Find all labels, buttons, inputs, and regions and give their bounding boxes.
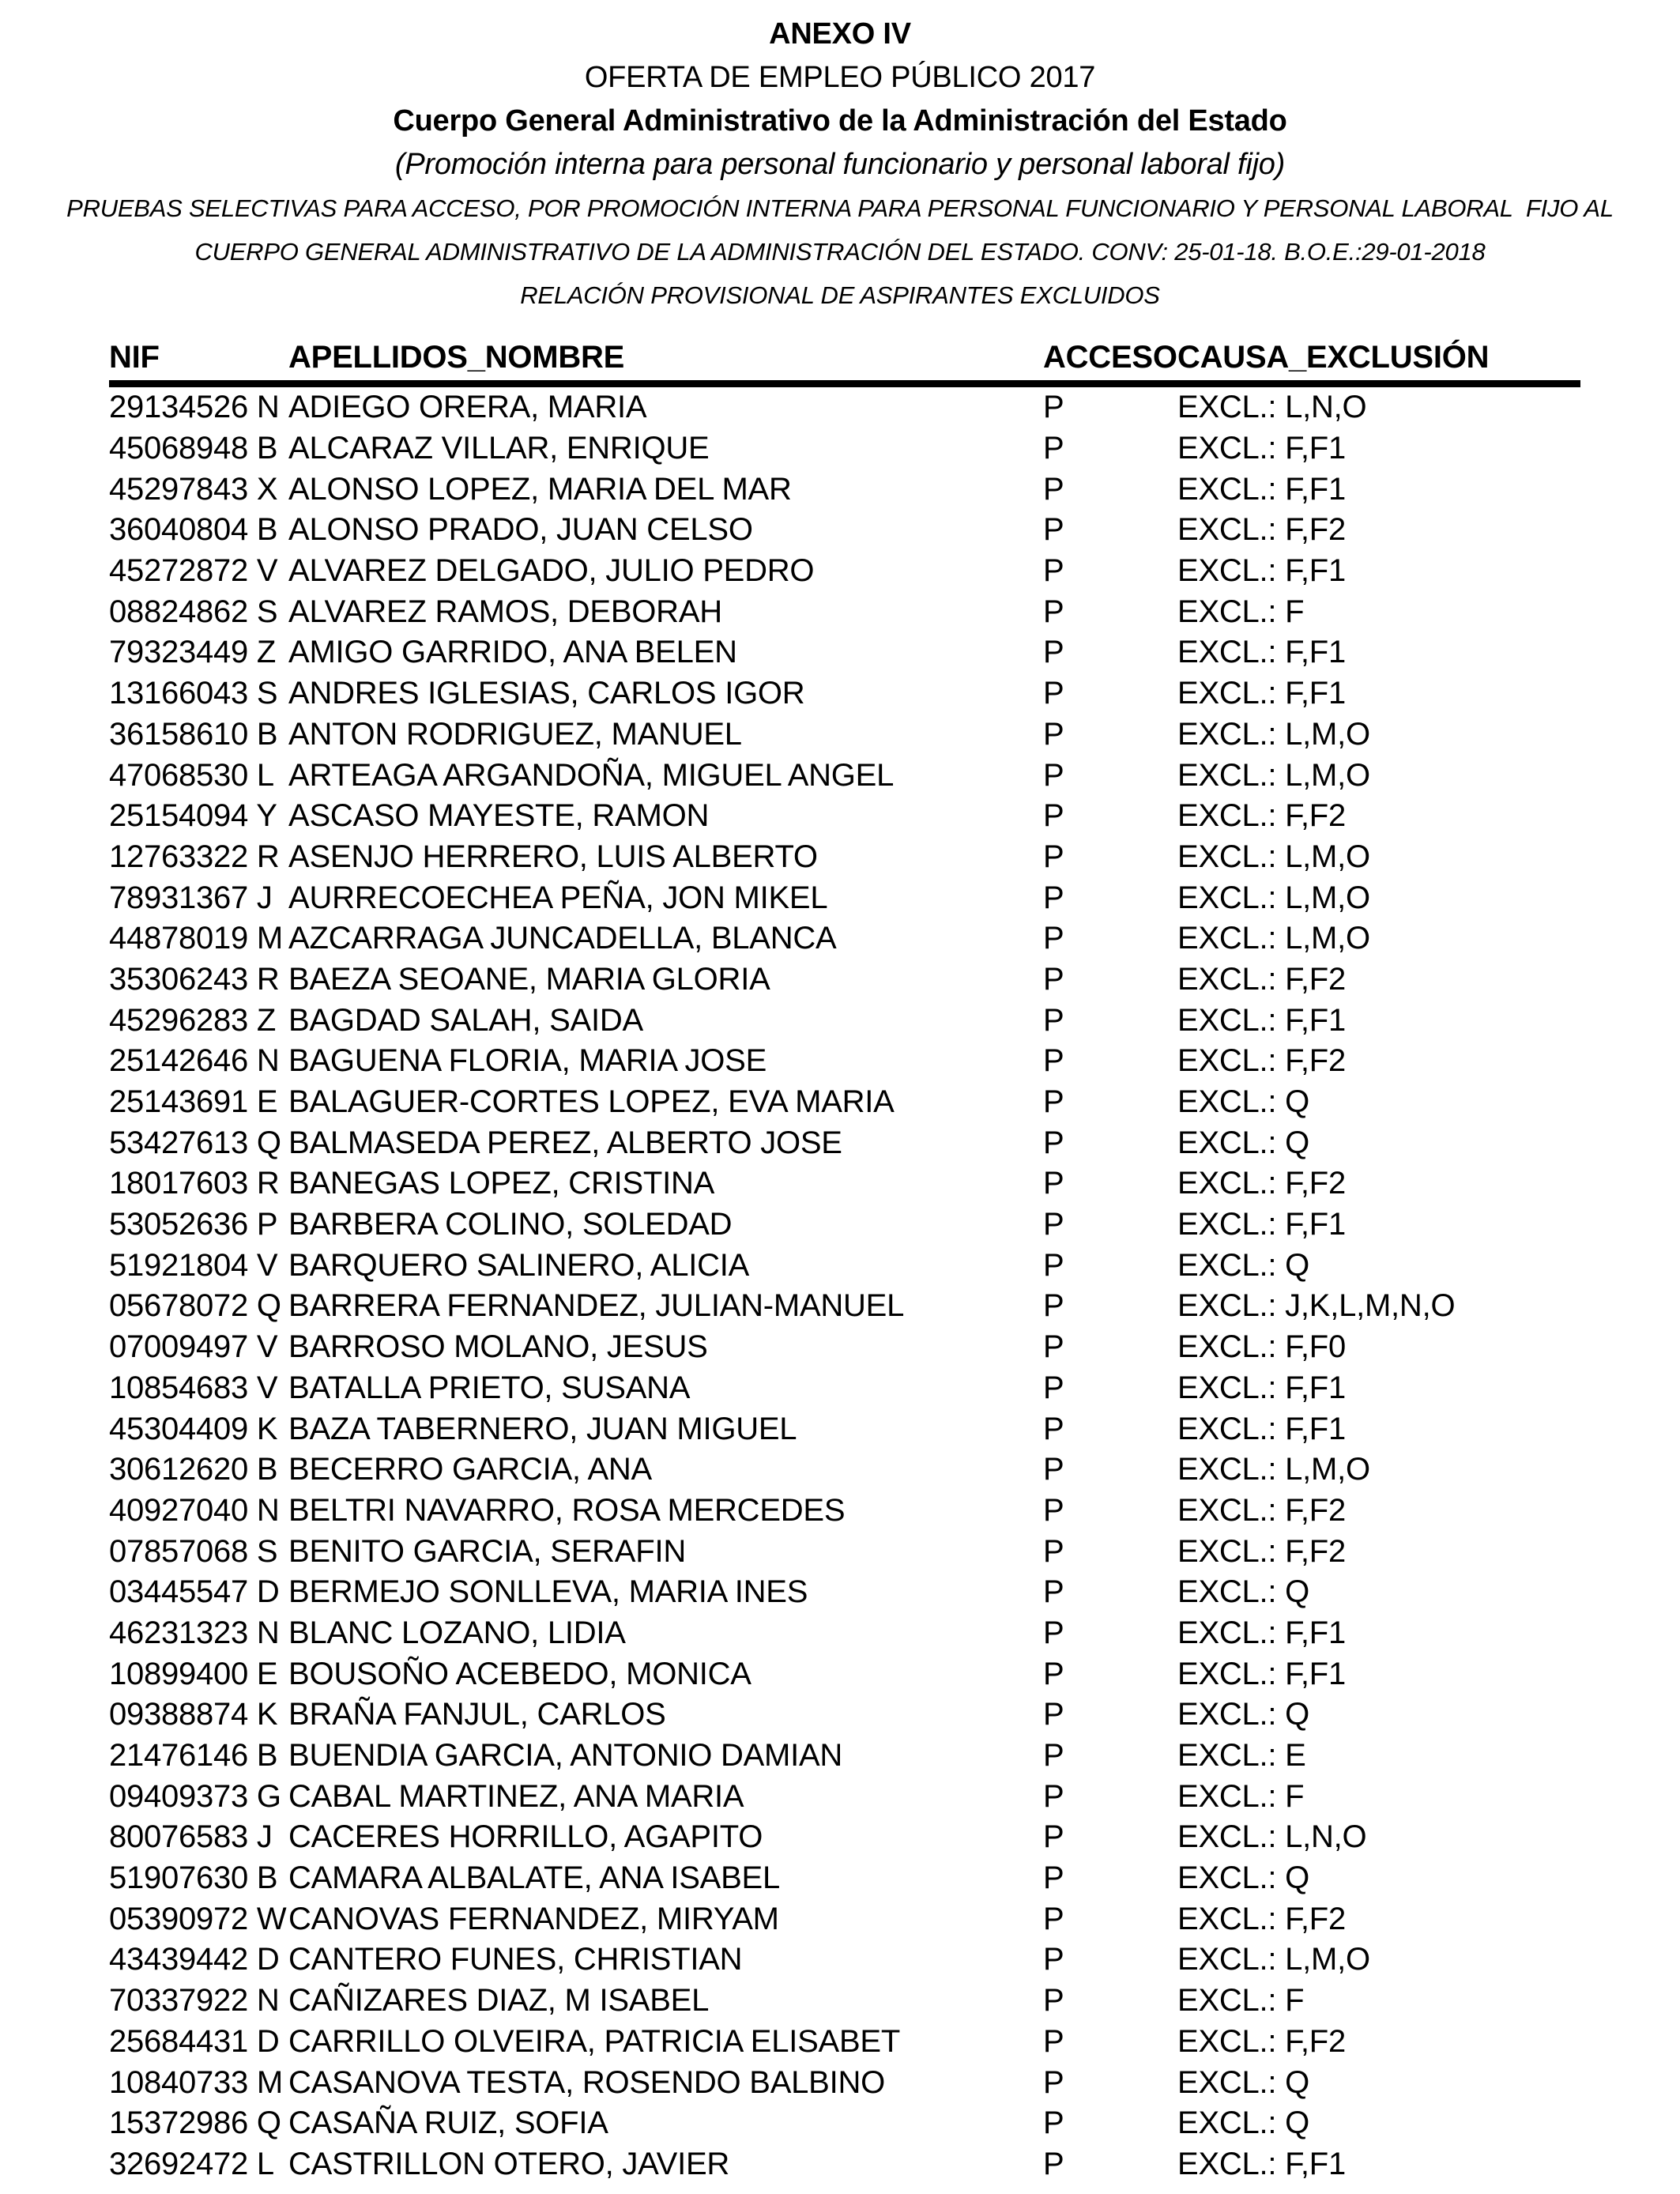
acceso-cell: P — [1043, 1247, 1064, 1283]
causa-cell: EXCL.: F,F1 — [1177, 431, 1346, 466]
causa-cell: EXCL.: F,F2 — [1177, 1043, 1346, 1079]
table-row — [109, 1981, 1580, 2022]
causa-cell: EXCL.: F,F1 — [1177, 635, 1346, 670]
causa-cell: EXCL.: F,F1 — [1177, 1370, 1346, 1405]
name-cell: ASCASO MAYESTE, RAMON — [288, 798, 710, 834]
nif-cell: 15372986 Q — [109, 2105, 281, 2141]
table-row — [109, 837, 1580, 878]
table-row — [109, 1368, 1580, 1409]
nif-cell: 53427613 Q — [109, 1125, 281, 1160]
nif-cell: 10899400 E — [109, 1656, 278, 1691]
nif-cell: 36158610 B — [109, 716, 278, 752]
table-row — [109, 1817, 1580, 1858]
causa-cell: EXCL.: F,F2 — [1177, 961, 1346, 997]
name-cell: CASTRILLON OTERO, JAVIER — [288, 2146, 730, 2181]
causa-cell: EXCL.: Q — [1177, 1125, 1310, 1160]
column-header-causa: CAUSA_EXCLUSIÓN — [1177, 334, 1580, 384]
nif-cell: 45068948 B — [109, 431, 278, 466]
causa-cell: EXCL.: F,F1 — [1177, 553, 1346, 589]
causa-cell: EXCL.: F,F1 — [1177, 1656, 1346, 1691]
causa-cell: EXCL.: F,F2 — [1177, 1901, 1346, 1936]
causa-cell: EXCL.: Q — [1177, 1860, 1310, 1896]
column-header-acceso: ACCESO — [1043, 334, 1177, 384]
causa-cell: EXCL.: F — [1177, 594, 1305, 629]
table-row — [109, 1245, 1580, 1286]
name-cell: BARBERA COLINO, SOLEDAD — [288, 1207, 733, 1242]
acceso-cell: P — [1043, 1411, 1064, 1446]
causa-cell: EXCL.: Q — [1177, 2105, 1310, 2141]
acceso-cell: P — [1043, 1697, 1064, 1732]
name-cell: BLANC LOZANO, LIDIA — [288, 1615, 626, 1650]
nif-cell: 05390972 W — [109, 1901, 287, 1936]
nif-cell: 10854683 V — [109, 1370, 278, 1405]
table-row — [109, 714, 1580, 756]
nif-cell: 09409373 G — [109, 1778, 281, 1814]
table-row — [109, 1613, 1580, 1654]
name-cell: AURRECOECHEA PEÑA, JON MIKEL — [288, 880, 828, 915]
name-cell: CASANOVA TESTA, ROSENDO BALBINO — [288, 2064, 885, 2100]
table-row — [109, 1163, 1580, 1204]
nif-cell: 25143691 E — [109, 1084, 278, 1120]
causa-cell: EXCL.: F,F1 — [1177, 1411, 1346, 1446]
acceso-cell: P — [1043, 635, 1064, 670]
nif-cell: 09388874 K — [109, 1697, 278, 1732]
causa-cell: EXCL.: F,F1 — [1177, 1615, 1346, 1650]
nif-cell: 35306243 R — [109, 961, 280, 997]
name-cell: BAGDAD SALAH, SAIDA — [288, 1002, 643, 1038]
nif-cell: 53052636 P — [109, 1207, 278, 1242]
nif-cell: 07857068 S — [109, 1533, 278, 1569]
acceso-cell: P — [1043, 1533, 1064, 1569]
causa-cell: EXCL.: L,M,O — [1177, 716, 1370, 752]
causa-cell: EXCL.: L,M,O — [1177, 757, 1370, 793]
causa-cell: EXCL.: F,F2 — [1177, 512, 1346, 548]
acceso-cell: P — [1043, 676, 1064, 711]
causa-cell: EXCL.: L,M,O — [1177, 880, 1370, 915]
table-row — [109, 551, 1580, 592]
table-row — [109, 2062, 1580, 2103]
table-row — [109, 1695, 1580, 1736]
nif-cell: 12763322 R — [109, 839, 280, 874]
acceso-cell: P — [1043, 961, 1064, 997]
acceso-cell: P — [1043, 390, 1064, 425]
name-cell: BAEZA SEOANE, MARIA GLORIA — [288, 961, 770, 997]
nif-cell: 30612620 B — [109, 1452, 278, 1487]
name-cell: BAZA TABERNERO, JUAN MIGUEL — [288, 1411, 797, 1446]
nif-cell: 45297843 X — [109, 471, 278, 507]
table-header-row — [109, 334, 1580, 384]
table-row — [109, 755, 1580, 796]
name-cell: ANDRES IGLESIAS, CARLOS IGOR — [288, 676, 805, 711]
name-cell: BERMEJO SONLLEVA, MARIA INES — [288, 1574, 808, 1610]
name-cell: BARROSO MOLANO, JESUS — [288, 1329, 708, 1365]
name-cell: ANTON RODRIGUEZ, MANUEL — [288, 716, 742, 752]
selection-notice-2: CUERPO GENERAL ADMINISTRATIVO DE LA ADMINISTRACIÓN DEL ESTADO. CONV: 25-01-18. B.O.E.:29-01-2018 — [194, 238, 1486, 266]
acceso-cell: P — [1043, 2105, 1064, 2141]
causa-cell: EXCL.: L,M,O — [1177, 839, 1370, 874]
nif-cell: 78931367 J — [109, 880, 273, 915]
acceso-cell: P — [1043, 1901, 1064, 1936]
name-cell: CABAL MARTINEZ, ANA MARIA — [288, 1778, 744, 1814]
acceso-cell: P — [1043, 471, 1064, 507]
acceso-cell: P — [1043, 880, 1064, 915]
name-cell: AMIGO GARRIDO, ANA BELEN — [288, 635, 737, 670]
nif-cell: 18017603 R — [109, 1166, 280, 1201]
table-row — [109, 632, 1580, 673]
nif-cell: 70337922 N — [109, 1983, 280, 2019]
annex-title: ANEXO IV — [769, 17, 911, 51]
causa-cell: EXCL.: F — [1177, 1778, 1305, 1814]
table-row — [109, 510, 1580, 551]
acceso-cell: P — [1043, 1125, 1064, 1160]
acceso-cell: P — [1043, 1329, 1064, 1365]
acceso-cell: P — [1043, 839, 1064, 874]
name-cell: CASAÑA RUIZ, SOFIA — [288, 2105, 608, 2141]
nif-cell: 25154094 Y — [109, 798, 277, 834]
nif-cell: 40927040 N — [109, 1492, 280, 1528]
table-row — [109, 469, 1580, 510]
name-cell: ALVAREZ RAMOS, DEBORAH — [288, 594, 722, 629]
table-row — [109, 2103, 1580, 2144]
nif-cell: 05678072 Q — [109, 1288, 281, 1324]
acceso-cell: P — [1043, 1084, 1064, 1120]
name-cell: BOUSOÑO ACEBEDO, MONICA — [288, 1656, 751, 1691]
provisional-list-title: RELACIÓN PROVISIONAL DE ASPIRANTES EXCLUIDOS — [520, 281, 1160, 309]
causa-cell: EXCL.: F,F2 — [1177, 1492, 1346, 1528]
acceso-cell: P — [1043, 1860, 1064, 1896]
nif-cell: 44878019 M — [109, 921, 284, 956]
nif-cell: 08824862 S — [109, 594, 278, 629]
name-cell: BECERRO GARCIA, ANA — [288, 1452, 652, 1487]
nif-cell: 51921804 V — [109, 1247, 278, 1283]
nif-cell: 43439442 D — [109, 1942, 280, 1977]
name-cell: CAMARA ALBALATE, ANA ISABEL — [288, 1860, 780, 1896]
name-cell: CAÑIZARES DIAZ, M ISABEL — [288, 1983, 710, 2019]
causa-cell: EXCL.: L,N,O — [1177, 1819, 1367, 1855]
table-row — [109, 1898, 1580, 1940]
column-header-name: APELLIDOS_NOMBRE — [288, 334, 1043, 384]
name-cell: BALMASEDA PEREZ, ALBERTO JOSE — [288, 1125, 842, 1160]
causa-cell: EXCL.: L,M,O — [1177, 1942, 1370, 1977]
nif-cell: 45296283 Z — [109, 1002, 277, 1038]
table-row — [109, 959, 1580, 1001]
name-cell: ADIEGO ORERA, MARIA — [288, 390, 647, 425]
table-row — [109, 1204, 1580, 1246]
nif-cell: 80076583 J — [109, 1819, 273, 1855]
acceso-cell: P — [1043, 1778, 1064, 1814]
name-cell: BRAÑA FANJUL, CARLOS — [288, 1697, 666, 1732]
causa-cell: EXCL.: F,F2 — [1177, 1166, 1346, 1201]
acceso-cell: P — [1043, 921, 1064, 956]
column-header-nif: NIF — [109, 334, 288, 384]
causa-cell: EXCL.: Q — [1177, 1084, 1310, 1120]
name-cell: BELTRI NAVARRO, ROSA MERCEDES — [288, 1492, 846, 1528]
acceso-cell: P — [1043, 1819, 1064, 1855]
nif-cell: 51907630 B — [109, 1860, 278, 1896]
selection-notice-1: PRUEBAS SELECTIVAS PARA ACCESO, POR PROMOCIÓN INTERNA PARA PERSONAL FUNCIONARIO Y PERSONAL LABORAL FIJO AL — [66, 194, 1614, 222]
acceso-cell: P — [1043, 1615, 1064, 1650]
nif-cell: 13166043 S — [109, 676, 278, 711]
acceso-cell: P — [1043, 716, 1064, 752]
table-row — [109, 1491, 1580, 1532]
nif-cell: 45304409 K — [109, 1411, 278, 1446]
name-cell: AZCARRAGA JUNCADELLA, BLANCA — [288, 921, 837, 956]
nif-cell: 79323449 Z — [109, 635, 277, 670]
table-row — [109, 1082, 1580, 1123]
table-row — [109, 1122, 1580, 1163]
causa-cell: EXCL.: Q — [1177, 2064, 1310, 2100]
acceso-cell: P — [1043, 1002, 1064, 1038]
causa-cell: EXCL.: Q — [1177, 1697, 1310, 1732]
name-cell: ALCARAZ VILLAR, ENRIQUE — [288, 431, 710, 466]
nif-cell: 25142646 N — [109, 1043, 280, 1079]
name-cell: BALAGUER-CORTES LOPEZ, EVA MARIA — [288, 1084, 895, 1120]
causa-cell: EXCL.: F,F1 — [1177, 1207, 1346, 1242]
name-cell: BARQUERO SALINERO, ALICIA — [288, 1247, 750, 1283]
acceso-cell: P — [1043, 431, 1064, 466]
causa-cell: EXCL.: J,K,L,M,N,O — [1177, 1288, 1456, 1324]
acceso-cell: P — [1043, 2023, 1064, 2059]
nif-cell: 36040804 B — [109, 512, 278, 548]
name-cell: BATALLA PRIETO, SUSANA — [288, 1370, 691, 1405]
causa-cell: EXCL.: F,F1 — [1177, 2146, 1346, 2181]
table-row — [109, 1858, 1580, 1899]
table-row — [109, 1572, 1580, 1613]
name-cell: CACERES HORRILLO, AGAPITO — [288, 1819, 763, 1855]
name-cell: CANTERO FUNES, CHRISTIAN — [288, 1942, 743, 1977]
acceso-cell: P — [1043, 1370, 1064, 1405]
nif-cell: 03445547 D — [109, 1574, 280, 1610]
name-cell: ALONSO LOPEZ, MARIA DEL MAR — [288, 471, 792, 507]
name-cell: BUENDIA GARCIA, ANTONIO DAMIAN — [288, 1738, 843, 1774]
acceso-cell: P — [1043, 757, 1064, 793]
table-row — [109, 1286, 1580, 1327]
acceso-cell: P — [1043, 1492, 1064, 1528]
name-cell: BANEGAS LOPEZ, CRISTINA — [288, 1166, 715, 1201]
causa-cell: EXCL.: L,M,O — [1177, 1452, 1370, 1487]
causa-cell: EXCL.: Q — [1177, 1247, 1310, 1283]
causa-cell: EXCL.: L,N,O — [1177, 390, 1367, 425]
acceso-cell: P — [1043, 1942, 1064, 1977]
promotion-subtitle: (Promoción interna para personal funcionario y personal laboral fijo) — [394, 148, 1286, 181]
causa-cell: EXCL.: F,F1 — [1177, 471, 1346, 507]
table-header — [109, 334, 1580, 384]
table-row — [109, 1041, 1580, 1082]
name-cell: ASENJO HERRERO, LUIS ALBERTO — [288, 839, 818, 874]
table-row — [109, 918, 1580, 959]
nif-cell: 21476146 B — [109, 1738, 278, 1774]
causa-cell: EXCL.: F,F0 — [1177, 1329, 1346, 1365]
table-body — [109, 384, 1580, 2185]
table-row — [109, 2144, 1580, 2185]
table-row — [109, 1940, 1580, 1981]
causa-cell: EXCL.: Q — [1177, 1574, 1310, 1610]
table-row — [109, 1653, 1580, 1695]
name-cell: ALONSO PRADO, JUAN CELSO — [288, 512, 753, 548]
causa-cell: EXCL.: F,F2 — [1177, 2023, 1346, 2059]
nif-cell: 07009497 V — [109, 1329, 278, 1365]
document-header — [0, 0, 1680, 317]
acceso-cell: P — [1043, 1983, 1064, 2019]
acceso-cell: P — [1043, 1166, 1064, 1201]
name-cell: BENITO GARCIA, SERAFIN — [288, 1533, 686, 1569]
table-row — [109, 1327, 1580, 1368]
table-row — [109, 1531, 1580, 1572]
causa-cell: EXCL.: F,F2 — [1177, 798, 1346, 834]
nif-cell: 29134526 N — [109, 390, 280, 425]
causa-cell: EXCL.: E — [1177, 1738, 1306, 1774]
acceso-cell: P — [1043, 1452, 1064, 1487]
acceso-cell: P — [1043, 512, 1064, 548]
name-cell: ARTEAGA ARGANDOÑA, MIGUEL ANGEL — [288, 757, 895, 793]
table-row — [109, 877, 1580, 918]
causa-cell: EXCL.: F — [1177, 1983, 1305, 2019]
causa-cell: EXCL.: F,F1 — [1177, 1002, 1346, 1038]
table-row — [109, 796, 1580, 837]
acceso-cell: P — [1043, 1574, 1064, 1610]
name-cell: CARRILLO OLVEIRA, PATRICIA ELISABET — [288, 2023, 901, 2059]
name-cell: BAGUENA FLORIA, MARIA JOSE — [288, 1043, 767, 1079]
table-row — [109, 384, 1580, 428]
table-row — [109, 1736, 1580, 1777]
acceso-cell: P — [1043, 2064, 1064, 2100]
excluded-applicants-table — [109, 334, 1580, 2185]
table-row — [109, 1000, 1580, 1041]
corps-title: Cuerpo General Administrativo de la Administración del Estado — [393, 104, 1287, 138]
table-row — [109, 1449, 1580, 1491]
name-cell: CANOVAS FERNANDEZ, MIRYAM — [288, 1901, 779, 1936]
nif-cell: 25684431 D — [109, 2023, 280, 2059]
nif-cell: 46231323 N — [109, 1615, 280, 1650]
nif-cell: 32692472 L — [109, 2146, 274, 2181]
nif-cell: 47068530 L — [109, 757, 274, 793]
acceso-cell: P — [1043, 1288, 1064, 1324]
acceso-cell: P — [1043, 553, 1064, 589]
offer-title: OFERTA DE EMPLEO PÚBLICO 2017 — [584, 61, 1096, 94]
acceso-cell: P — [1043, 798, 1064, 834]
causa-cell: EXCL.: F,F1 — [1177, 676, 1346, 711]
acceso-cell: P — [1043, 1738, 1064, 1774]
acceso-cell: P — [1043, 594, 1064, 629]
acceso-cell: P — [1043, 1656, 1064, 1691]
name-cell: ALVAREZ DELGADO, JULIO PEDRO — [288, 553, 815, 589]
table-row — [109, 673, 1580, 714]
acceso-cell: P — [1043, 2146, 1064, 2181]
table-row — [109, 591, 1580, 632]
table-row — [109, 428, 1580, 469]
nif-cell: 45272872 V — [109, 553, 278, 589]
acceso-cell: P — [1043, 1207, 1064, 1242]
table-row — [109, 2022, 1580, 2063]
causa-cell: EXCL.: F,F2 — [1177, 1533, 1346, 1569]
acceso-cell: P — [1043, 1043, 1064, 1079]
table-row — [109, 1408, 1580, 1449]
table-row — [109, 1776, 1580, 1817]
nif-cell: 10840733 M — [109, 2064, 284, 2100]
name-cell: BARRERA FERNANDEZ, JULIAN-MANUEL — [288, 1288, 905, 1324]
causa-cell: EXCL.: L,M,O — [1177, 921, 1370, 956]
